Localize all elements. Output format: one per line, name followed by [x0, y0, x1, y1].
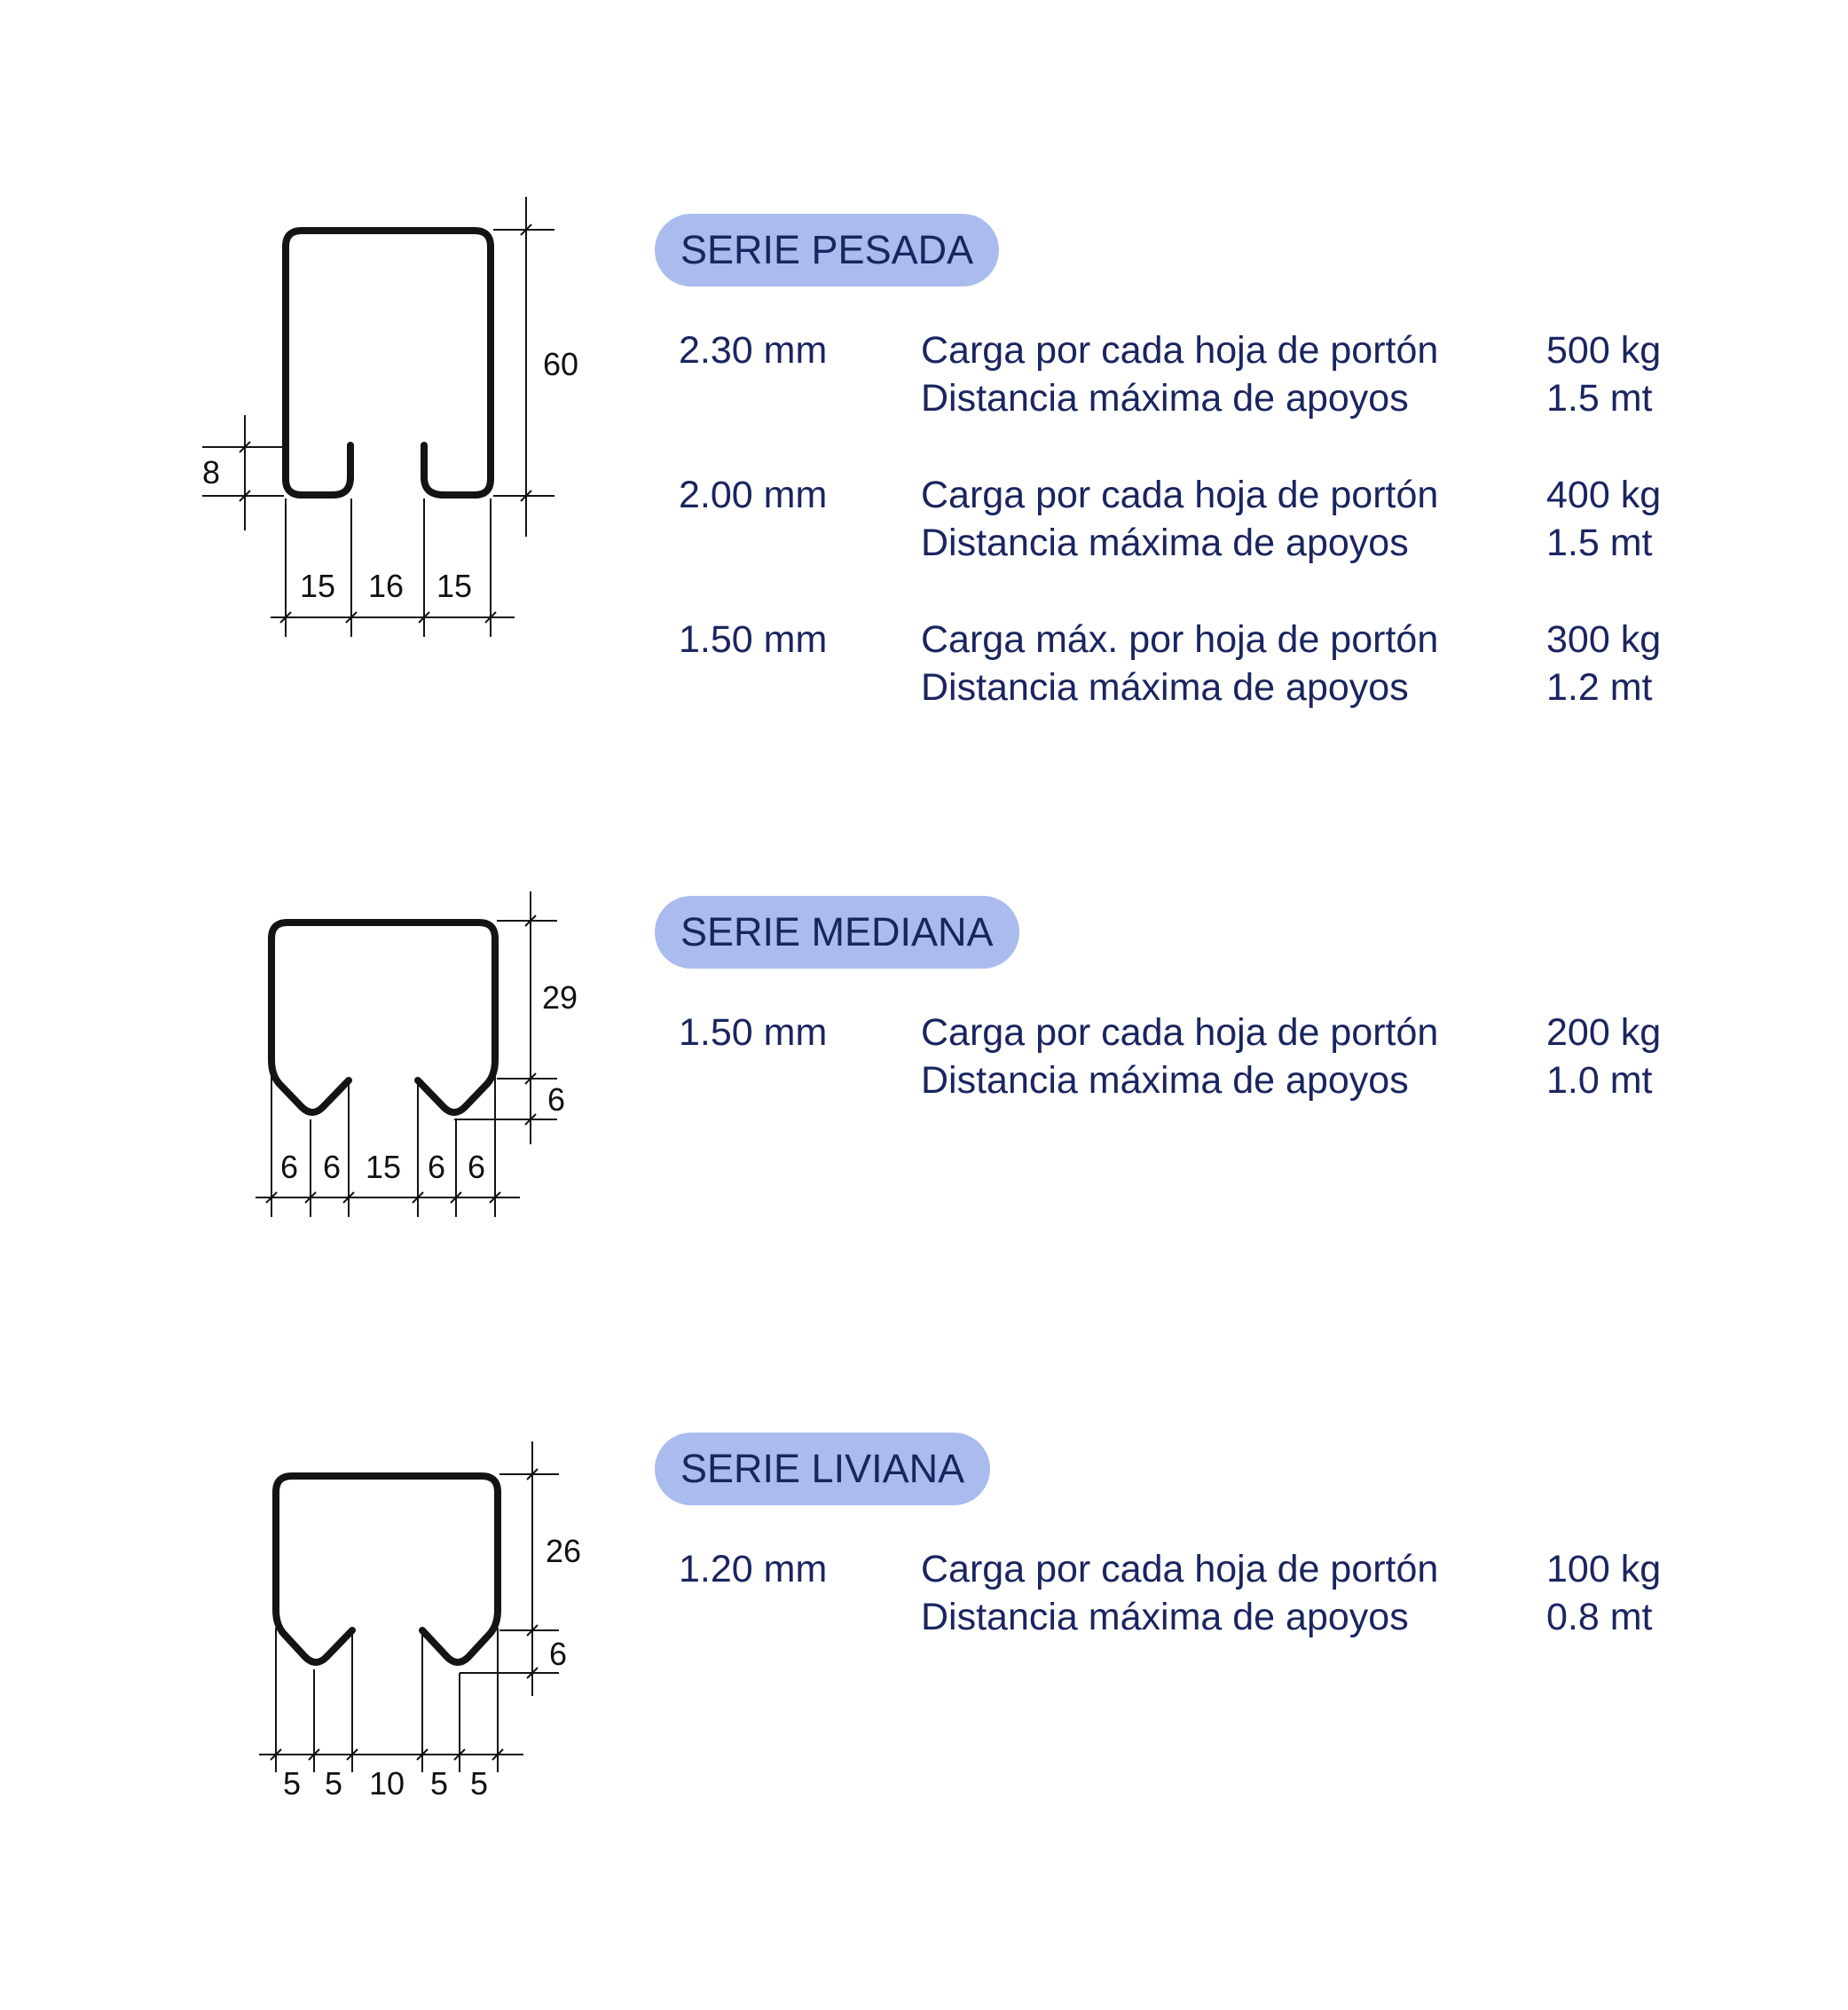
thickness: 2.00 mm	[679, 474, 828, 516]
dim-lip: 8	[202, 454, 221, 491]
thickness: 2.30 mm	[679, 329, 828, 372]
thickness: 1.20 mm	[679, 1548, 828, 1590]
profile-diagram-liviana	[253, 1433, 608, 1805]
dim-width-left: 15	[300, 568, 336, 604]
load-value: 400 kg	[1546, 474, 1662, 516]
dim-width-3: 15	[366, 1149, 402, 1185]
dim-width-4: 5	[430, 1765, 449, 1802]
load-label: Carga por cada hoja de portón	[921, 474, 1439, 516]
dimension-lines	[256, 891, 557, 1217]
distance-label: Distancia máxima de apoyos	[921, 1596, 1409, 1638]
section-title-liviana: SERIE LIVIANA	[655, 1433, 990, 1505]
distance-label: Distancia máxima de apoyos	[921, 522, 1409, 564]
distance-label: Distancia máxima de apoyos	[921, 1059, 1409, 1102]
dim-width-1: 5	[283, 1765, 302, 1802]
load-value: 200 kg	[1546, 1011, 1662, 1054]
dim-width-2: 5	[325, 1765, 343, 1802]
load-label: Carga por cada hoja de portón	[921, 329, 1439, 372]
dim-width-5: 6	[468, 1149, 486, 1185]
distance-label: Distancia máxima de apoyos	[921, 377, 1409, 420]
load-value: 300 kg	[1546, 618, 1662, 661]
load-label: Carga por cada hoja de portón	[921, 1011, 1439, 1054]
profile-outline	[276, 1476, 498, 1662]
load-value: 500 kg	[1546, 329, 1662, 372]
thickness: 1.50 mm	[679, 618, 828, 661]
profile-diagram-pesada	[186, 186, 603, 648]
thickness: 1.50 mm	[679, 1011, 828, 1054]
dim-lip: 6	[549, 1636, 568, 1672]
dim-width-5: 5	[470, 1765, 489, 1802]
dim-width-2: 6	[323, 1149, 342, 1185]
distance-value: 1.5 mt	[1546, 377, 1653, 420]
section-title-pesada: SERIE PESADA	[655, 214, 999, 287]
profile-outline	[271, 923, 495, 1112]
distance-label: Distancia máxima de apoyos	[921, 666, 1409, 709]
dim-width-gap: 16	[368, 568, 405, 604]
dim-width-3: 10	[369, 1765, 405, 1802]
distance-value: 0.8 mt	[1546, 1596, 1653, 1638]
dim-height: 26	[546, 1533, 582, 1569]
profile-outline	[286, 231, 491, 495]
dim-width-1: 6	[280, 1149, 299, 1185]
dim-lip: 6	[547, 1081, 566, 1118]
section-title-mediana: SERIE MEDIANA	[655, 896, 1019, 969]
distance-value: 1.0 mt	[1546, 1059, 1653, 1102]
profile-diagram-mediana	[248, 878, 603, 1224]
load-label: Carga por cada hoja de portón	[921, 1548, 1439, 1590]
dim-width-4: 6	[428, 1149, 446, 1185]
distance-value: 1.5 mt	[1546, 522, 1653, 564]
dim-height: 29	[542, 979, 578, 1016]
dimension-lines	[259, 1441, 559, 1772]
dim-height: 60	[543, 346, 579, 382]
distance-value: 1.2 mt	[1546, 666, 1653, 709]
load-label: Carga máx. por hoja de portón	[921, 618, 1439, 661]
dim-width-right: 15	[436, 568, 473, 604]
load-value: 100 kg	[1546, 1548, 1662, 1590]
